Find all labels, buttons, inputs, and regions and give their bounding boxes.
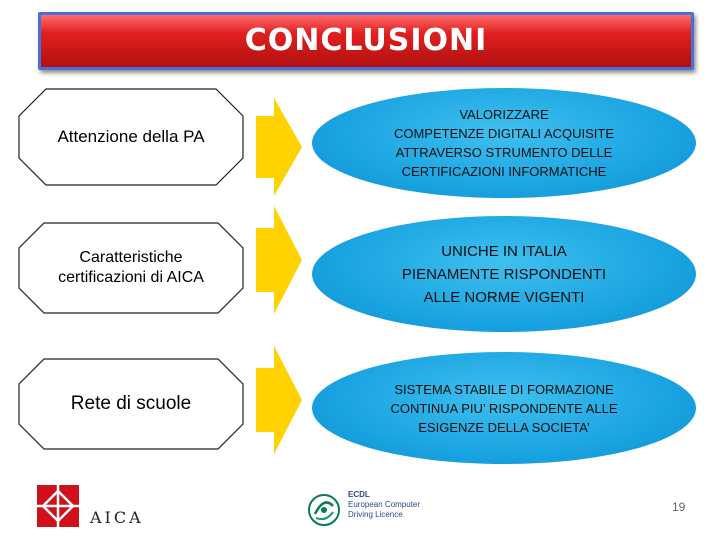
ecdl-globe-icon <box>306 492 342 528</box>
arrow-right-icon <box>256 206 302 314</box>
aica-logo <box>36 484 156 532</box>
arrow-right-icon <box>256 98 302 196</box>
right-ellipse-sistema <box>312 352 696 464</box>
left-box-label: Rete di scuole <box>70 393 192 414</box>
ecdl-logo <box>306 490 436 530</box>
left-box-school-network <box>18 358 244 450</box>
aica-emblem-icon <box>36 484 80 528</box>
arrow-right-icon <box>256 346 302 454</box>
right-ellipse-text: VALORIZZARE COMPETENZE DIGITALI ACQUISITE ATTRAVERSO STRUMENTO DELLE CERTIFICAZIONI INFORMATICHE <box>393 107 615 179</box>
right-ellipse-text: SISTEMA STABILE DI FORMAZIONE CONTINUA PIU’ RISPONDENTE ALLE ESIGENZE DELLA SOCIETA’ <box>390 381 618 435</box>
title-banner <box>38 12 694 70</box>
page-number: 19 <box>672 500 686 514</box>
left-box-attention-pa <box>18 88 244 186</box>
right-ellipse-text: UNICHE IN ITALIA PIENAMENTE RISPONDENTI ALLE NORME VIGENTI <box>401 242 607 306</box>
ecdl-line-1: ECDL <box>348 490 370 499</box>
right-ellipse-uniche <box>312 216 696 332</box>
ecdl-line-2: European Computer <box>348 500 421 509</box>
ecdl-line-3: Driving Licence <box>348 510 403 519</box>
left-box-label: Caratteristiche certificazioni di AICA <box>58 249 204 286</box>
left-box-label: Attenzione della PA <box>57 127 205 146</box>
left-box-characteristics <box>18 222 244 314</box>
aica-wordmark: AICA <box>90 508 144 527</box>
page-title: CONCLUSIONI <box>244 23 488 58</box>
right-ellipse-valorizzare <box>312 88 696 198</box>
